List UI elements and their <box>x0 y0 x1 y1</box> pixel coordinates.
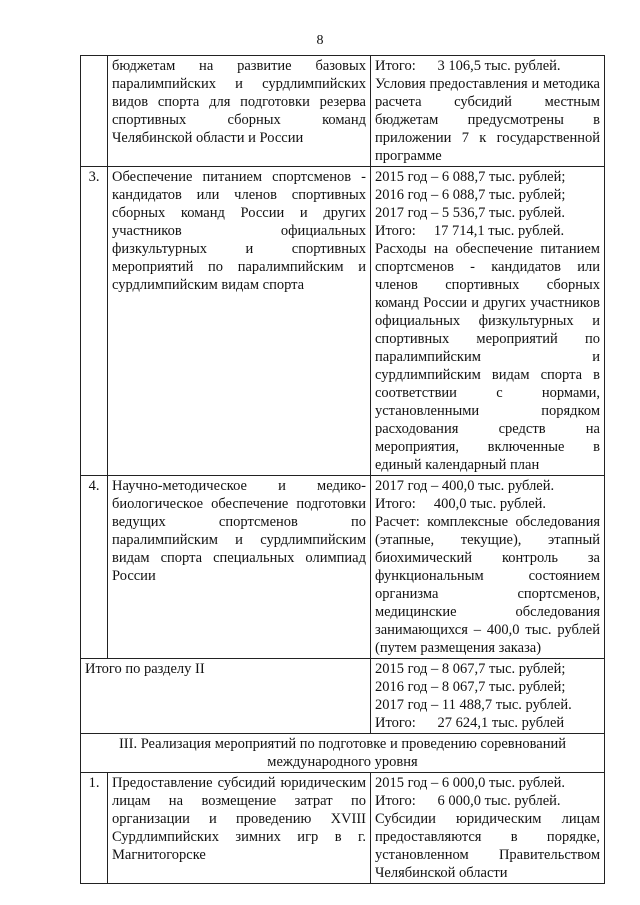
financing-line: 2015 год – 6 088,7 тыс. рублей; <box>375 169 566 185</box>
financing-line: Условия предоставления и методика расчета субсидий местным бюджетам предусмотрены в приложении 7 к государственной программе <box>375 76 600 164</box>
financing-cell <box>371 659 605 734</box>
table-row <box>81 476 605 659</box>
financing-line: Расходы на обеспечение питанием спортсменов - кандидатов или членов спортивных сборных команд России и других участников официальных физкультурных и спортивных мероприятий по паралимпийским и сурдлимпийским видам спорта в соответствии с нормами, установленными порядком расходования средств на мероприятия, включенные в единый календарный план <box>375 241 600 473</box>
financing-line: 2017 год – 400,0 тыс. рублей. <box>375 478 555 494</box>
financing-cell <box>371 56 605 167</box>
section-header-row <box>81 734 605 773</box>
activity-description: Обеспечение питанием спортсменов - кандидатов или членов спортивных сборных команд России и других участников официальных физкультурных и спортивных мероприятий по паралимпийским и сурдлимпийским видам спорта <box>108 167 371 476</box>
financing-line: 2015 год – 6 000,0 тыс. рублей. <box>375 775 566 791</box>
financing-line: Итого: 27 624,1 тыс. рублей <box>375 715 565 731</box>
financing-line: Итого: 17 714,1 тыс. рублей. <box>375 223 565 239</box>
row-number: 3. <box>81 167 108 476</box>
section-header: III. Реализация мероприятий по подготовке и проведению соревнований международного уровня <box>81 734 605 773</box>
activity-description: Научно-методическое и медико-биологическое обеспечение подготовки ведущих спортсменов по паралимпийским и сурдлимпийским видам спорта специальных олимпиад России <box>108 476 371 659</box>
financing-cell <box>371 476 605 659</box>
row-number <box>81 56 108 167</box>
financing-line: Субсидии юридическим лицам предоставляются в порядке, установленном Правительством Челябинской области <box>375 811 600 881</box>
financing-line: 2016 год – 8 067,7 тыс. рублей; <box>375 679 566 695</box>
financing-line: 2017 год – 11 488,7 тыс. рублей. <box>375 697 572 713</box>
table-row <box>81 773 605 884</box>
activity-description: Предоставление субсидий юридическим лицам на возмещение затрат по организации и проведению XVIII Сурдлимпийских зимних игр в г. Магнитогорске <box>108 773 371 884</box>
financing-line: Итого: 3 106,5 тыс. рублей. <box>375 58 561 74</box>
row-number: 1. <box>81 773 108 884</box>
financing-line: Расчет: комплексные обследования (этапные, текущие), этапный биохимический контроль за функциональным состоянием организма спортсменов, медицинские обследования занимающихся – 400,0 тыс. рублей (путем размещения заказа) <box>375 514 600 656</box>
financing-line: 2016 год – 6 088,7 тыс. рублей; <box>375 187 566 203</box>
financing-line: Итого: 6 000,0 тыс. рублей. <box>375 793 561 809</box>
financing-cell <box>371 167 605 476</box>
section-total-row <box>81 659 605 734</box>
program-table <box>80 55 605 884</box>
financing-line: 2015 год – 8 067,7 тыс. рублей; <box>375 661 566 677</box>
section-total-label: Итого по разделу II <box>81 659 371 734</box>
row-number: 4. <box>81 476 108 659</box>
financing-line: 2017 год – 5 536,7 тыс. рублей. <box>375 205 566 221</box>
financing-line: Итого: 400,0 тыс. рублей. <box>375 496 547 512</box>
activity-description: бюджетам на развитие базовых паралимпийских и сурдлимпийских видов спорта для подготовки резерва спортивных сборных команд Челябинской области и России <box>108 56 371 167</box>
table-row <box>81 167 605 476</box>
page-number: 8 <box>316 33 324 48</box>
table-row <box>81 56 605 167</box>
financing-cell <box>371 773 605 884</box>
